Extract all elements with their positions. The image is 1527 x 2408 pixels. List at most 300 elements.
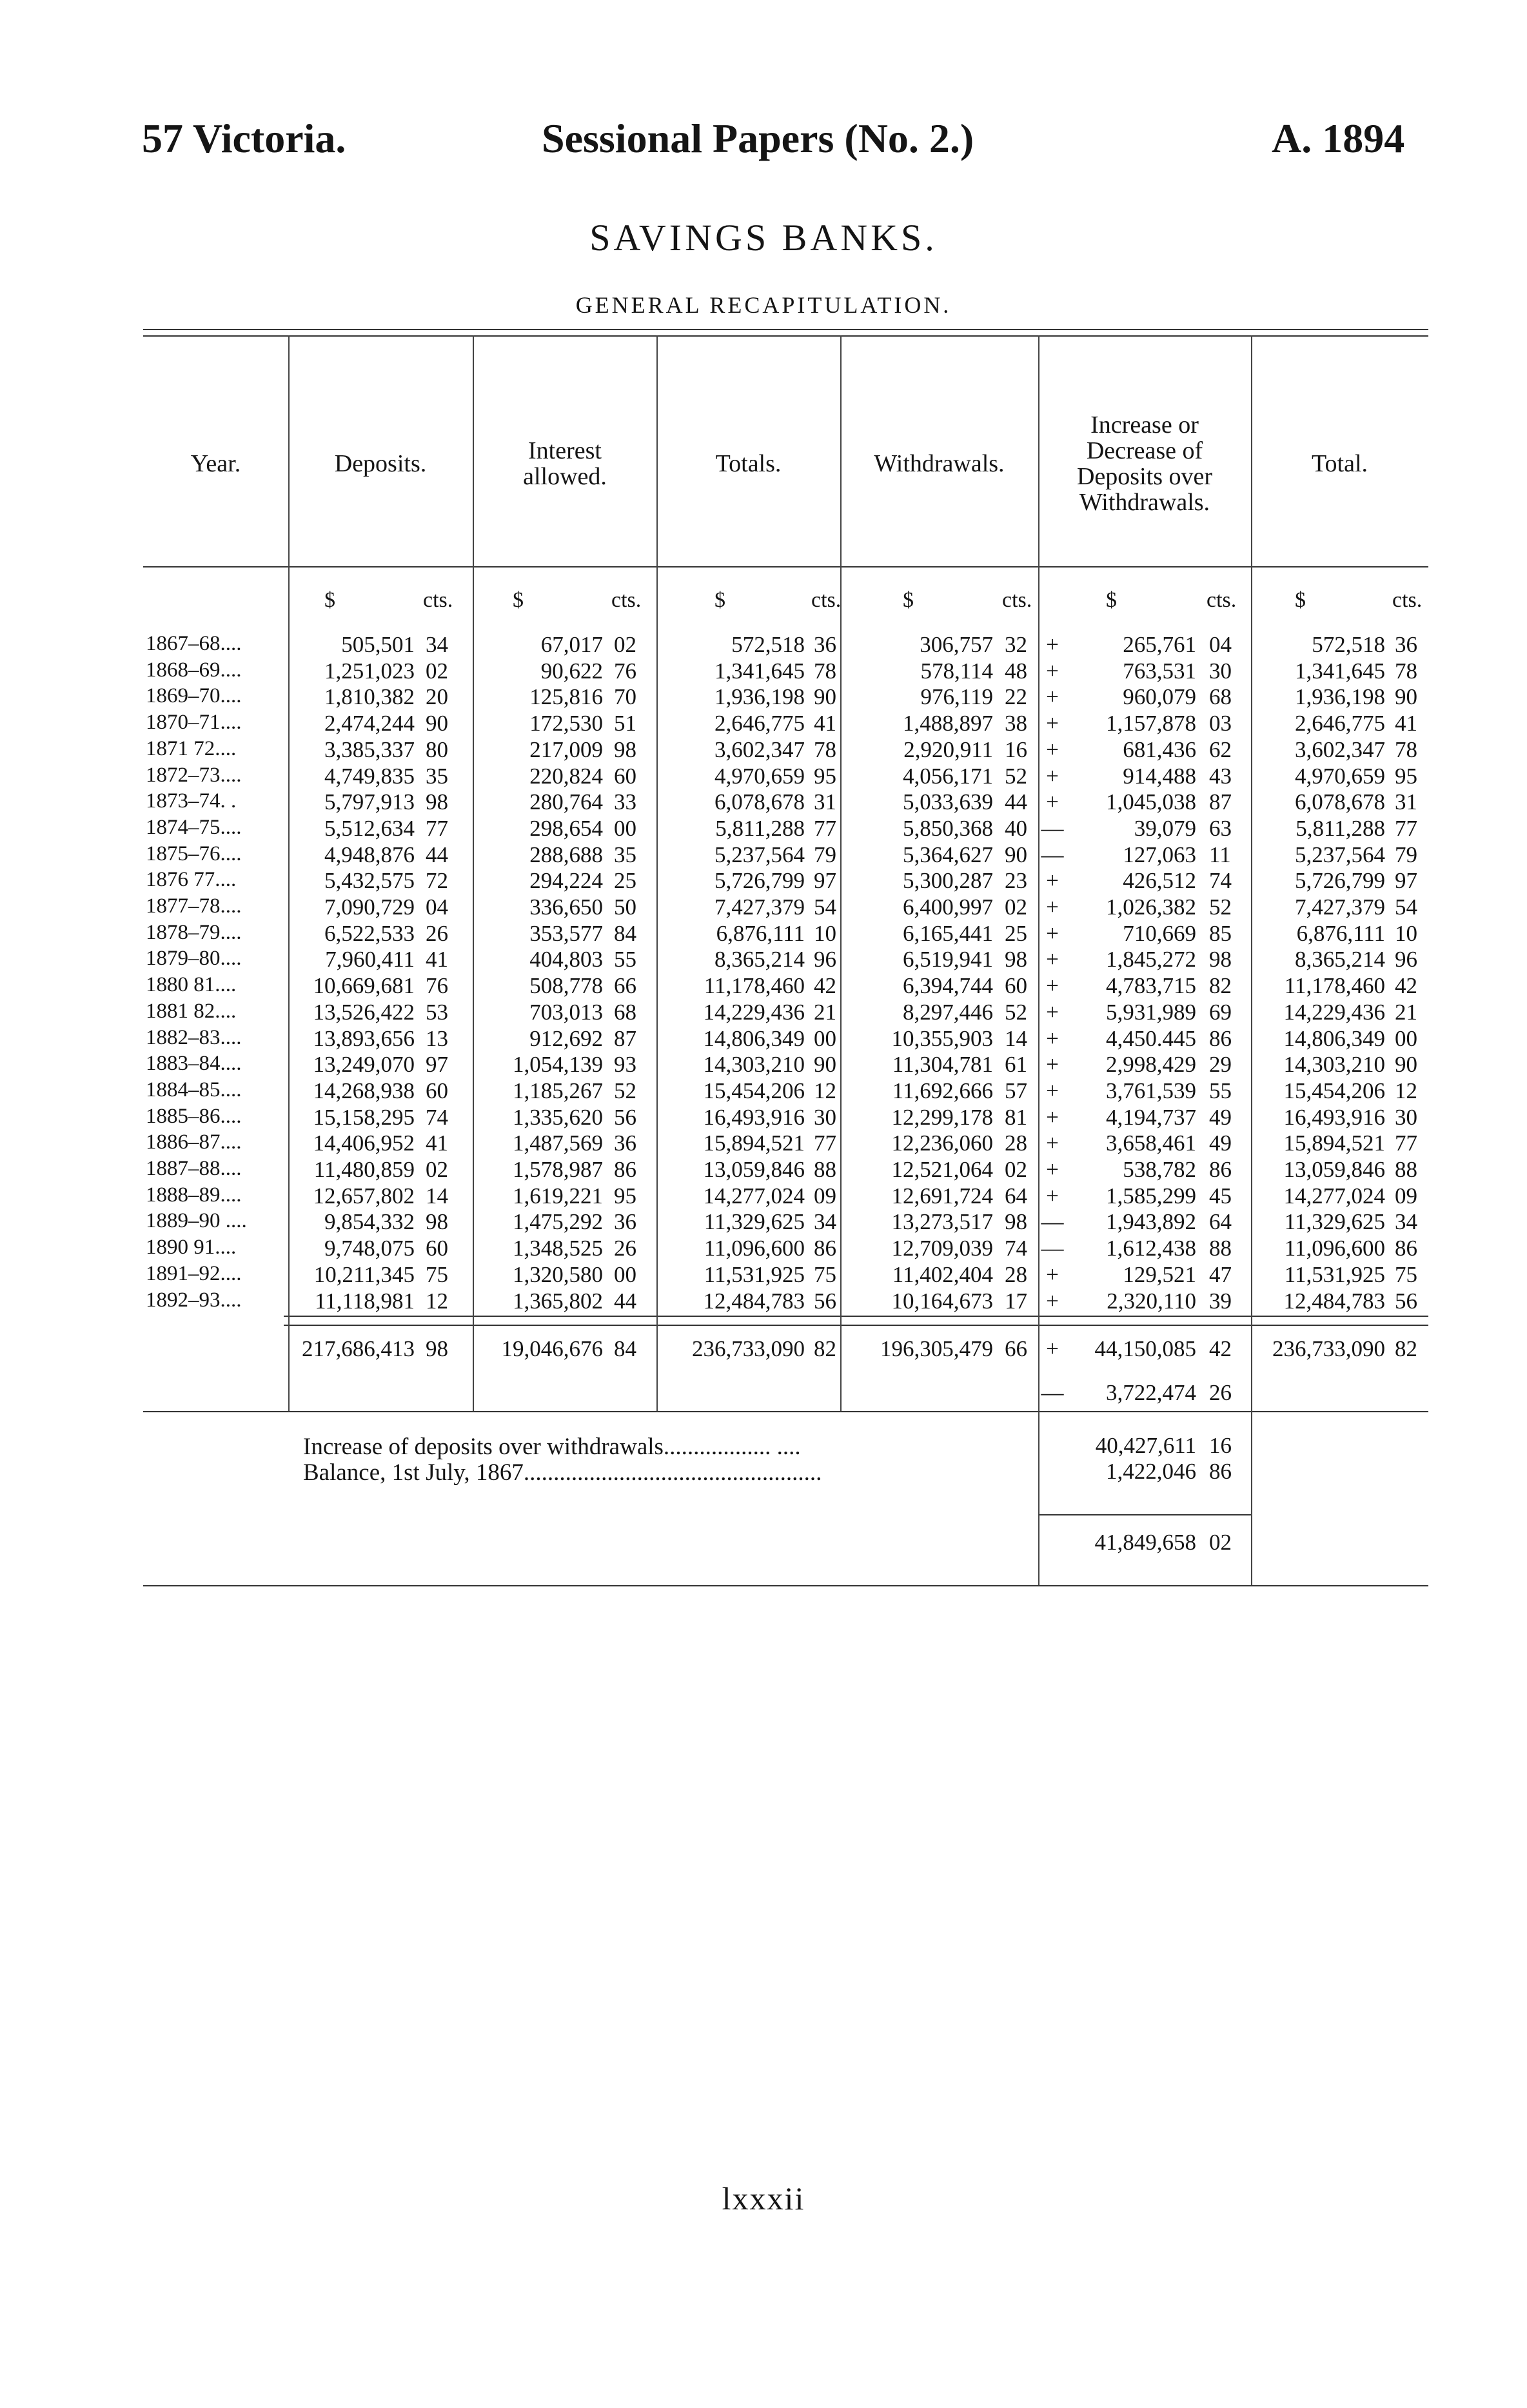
row-withdrawals-dollars: 6,519,941 <box>903 947 993 972</box>
row-change-sign: + <box>1046 1130 1059 1156</box>
row-withdrawals-cents: 98 <box>1005 1209 1027 1234</box>
row-total-cents: 79 <box>1395 842 1417 867</box>
row-totals-dollars: 11,096,600 <box>704 1236 805 1261</box>
row-change-dollars: 1,157,878 <box>1106 711 1196 736</box>
row-totals-dollars: 14,277,024 <box>703 1183 805 1209</box>
row-change-cents: 45 <box>1209 1183 1232 1209</box>
row-year: 1869–70.... <box>146 684 242 707</box>
row-totals-dollars: 15,454,206 <box>703 1078 805 1103</box>
row-deposits-cents: 14 <box>426 1183 448 1209</box>
row-total-cents: 88 <box>1395 1157 1417 1182</box>
row-change-sign: + <box>1046 1078 1059 1103</box>
row-interest-dollars: 1,475,292 <box>513 1209 603 1234</box>
row-totals-cents: 54 <box>814 894 836 920</box>
grand-total-decrease-cents: 26 <box>1209 1380 1232 1405</box>
row-total-dollars: 1,936,198 <box>1295 684 1385 709</box>
row-withdrawals-cents: 02 <box>1005 894 1027 920</box>
row-change-sign: + <box>1046 632 1059 657</box>
row-withdrawals-dollars: 6,165,441 <box>903 921 993 946</box>
row-totals-dollars: 6,078,678 <box>714 789 805 814</box>
row-change-cents: 85 <box>1209 921 1232 946</box>
row-change-dollars: 1,585,299 <box>1106 1183 1196 1209</box>
row-totals-cents: 31 <box>814 789 836 814</box>
row-totals-cents: 79 <box>814 842 836 867</box>
row-interest-cents: 25 <box>614 868 636 893</box>
grand-total-total: 236,733,090 <box>1272 1336 1385 1361</box>
row-withdrawals-cents: 44 <box>1005 789 1027 814</box>
row-year: 1889–90 .... <box>146 1209 247 1232</box>
row-interest-cents: 36 <box>614 1130 636 1156</box>
row-withdrawals-cents: 14 <box>1005 1026 1027 1051</box>
row-totals-dollars: 11,329,625 <box>704 1209 805 1234</box>
row-deposits-dollars: 10,211,345 <box>313 1262 415 1287</box>
row-total-dollars: 1,341,645 <box>1295 658 1385 684</box>
row-deposits-cents: 02 <box>426 1157 448 1182</box>
row-total-dollars: 11,096,600 <box>1284 1236 1385 1261</box>
row-year: 1886–87.... <box>146 1130 242 1154</box>
row-change-cents: 49 <box>1209 1130 1232 1156</box>
row-deposits-dollars: 505,501 <box>341 632 415 657</box>
summary-sum-rule <box>1038 1514 1251 1515</box>
row-withdrawals-cents: 23 <box>1005 868 1027 893</box>
row-withdrawals-cents: 38 <box>1005 711 1027 736</box>
row-interest-cents: 35 <box>614 842 636 867</box>
row-year: 1873–74. . <box>146 789 237 813</box>
row-interest-dollars: 1,054,139 <box>513 1052 603 1077</box>
row-change-dollars: 960,079 <box>1123 684 1196 709</box>
col-header-deposits: Deposits. <box>334 450 427 478</box>
row-change-cents: 62 <box>1209 737 1232 762</box>
row-change-dollars: 1,045,038 <box>1106 789 1196 814</box>
row-change-sign: + <box>1046 737 1059 762</box>
row-change-dollars: 914,488 <box>1123 764 1196 789</box>
row-interest-cents: 93 <box>614 1052 636 1077</box>
row-withdrawals-dollars: 11,304,781 <box>892 1052 993 1077</box>
row-totals-cents: 88 <box>814 1157 836 1182</box>
row-withdrawals-dollars: 13,273,517 <box>891 1209 993 1234</box>
unit-cents-interest: cts. <box>611 588 642 612</box>
row-change-sign: + <box>1046 1288 1059 1314</box>
row-total-dollars: 3,602,347 <box>1295 737 1385 762</box>
row-interest-dollars: 220,824 <box>529 764 603 789</box>
row-total-dollars: 4,970,659 <box>1295 764 1385 789</box>
row-interest-cents: 87 <box>614 1026 636 1051</box>
row-withdrawals-dollars: 10,355,903 <box>891 1026 993 1051</box>
unit-cents-change: cts. <box>1207 588 1237 612</box>
col-header-interest: Interest allowed. <box>523 437 607 490</box>
row-withdrawals-dollars: 12,691,724 <box>891 1183 993 1209</box>
row-withdrawals-cents: 98 <box>1005 947 1027 972</box>
row-change-cents: 86 <box>1209 1026 1232 1051</box>
row-totals-cents: 77 <box>814 816 836 841</box>
row-year: 1867–68.... <box>146 632 242 655</box>
row-change-dollars: 4,194,737 <box>1106 1105 1196 1130</box>
row-change-cents: 88 <box>1209 1236 1232 1261</box>
row-totals-cents: 90 <box>814 684 836 709</box>
row-change-cents: 64 <box>1209 1209 1232 1234</box>
row-deposits-cents: 44 <box>426 842 448 867</box>
row-totals-cents: 56 <box>814 1288 836 1314</box>
row-interest-cents: 00 <box>614 1262 636 1287</box>
total-rule-upper <box>284 1316 1428 1317</box>
row-change-sign: + <box>1046 764 1059 789</box>
row-change-sign: — <box>1041 816 1064 841</box>
row-change-cents: 87 <box>1209 789 1232 814</box>
row-interest-dollars: 294,224 <box>529 868 603 893</box>
row-total-cents: 96 <box>1395 947 1417 972</box>
row-totals-dollars: 8,365,214 <box>714 947 805 972</box>
row-change-dollars: 1,943,892 <box>1106 1209 1196 1234</box>
unit-cents-total: cts. <box>1392 588 1423 612</box>
row-change-dollars: 4,450.445 <box>1106 1026 1196 1051</box>
row-change-sign: + <box>1046 1105 1059 1130</box>
row-total-cents: 12 <box>1395 1078 1417 1103</box>
row-total-cents: 90 <box>1395 1052 1417 1077</box>
col-header-total: Total. <box>1311 450 1368 478</box>
row-change-dollars: 1,026,382 <box>1106 894 1196 920</box>
row-change-sign: + <box>1046 1183 1059 1209</box>
row-total-cents: 34 <box>1395 1209 1417 1234</box>
row-deposits-dollars: 13,526,422 <box>313 1000 415 1025</box>
row-total-cents: 77 <box>1395 1130 1417 1156</box>
row-interest-dollars: 217,009 <box>529 737 603 762</box>
increase-label: Increase of deposits over withdrawals.................. .... <box>303 1434 801 1460</box>
row-interest-cents: 68 <box>614 1000 636 1025</box>
row-totals-dollars: 5,237,564 <box>714 842 805 867</box>
row-change-sign: + <box>1046 1262 1059 1287</box>
row-interest-cents: 76 <box>614 658 636 684</box>
grand-total-total-cents: 82 <box>1395 1336 1417 1361</box>
row-totals-dollars: 15,894,521 <box>703 1130 805 1156</box>
summary-balance-cents: 86 <box>1209 1459 1232 1484</box>
row-interest-cents: 52 <box>614 1078 636 1103</box>
row-deposits-dollars: 7,960,411 <box>325 947 415 972</box>
row-total-dollars: 16,493,916 <box>1283 1105 1385 1130</box>
unit-cents-withdrawals: cts. <box>1002 588 1032 612</box>
row-year: 1875–76.... <box>146 842 242 865</box>
row-interest-cents: 98 <box>614 737 636 762</box>
row-interest-dollars: 1,320,580 <box>513 1262 603 1287</box>
row-deposits-dollars: 7,090,729 <box>324 894 415 920</box>
row-withdrawals-cents: 28 <box>1005 1130 1027 1156</box>
row-interest-dollars: 353,577 <box>529 921 603 946</box>
row-interest-dollars: 288,688 <box>529 842 603 867</box>
row-change-sign: — <box>1041 842 1064 867</box>
row-total-cents: 10 <box>1395 921 1417 946</box>
row-totals-dollars: 14,229,436 <box>703 1000 805 1025</box>
row-total-cents: 21 <box>1395 1000 1417 1025</box>
row-total-dollars: 14,277,024 <box>1283 1183 1385 1209</box>
total-rule-lower <box>284 1325 1428 1326</box>
row-totals-dollars: 7,427,379 <box>714 894 805 920</box>
header-sessional-papers: Sessional Papers (No. 2.) <box>542 115 974 161</box>
balance-label: Balance, 1st July, 1867.................................................. <box>303 1459 822 1486</box>
row-interest-dollars: 336,650 <box>529 894 603 920</box>
row-change-cents: 47 <box>1209 1262 1232 1287</box>
row-year: 1885–86.... <box>146 1105 242 1128</box>
row-change-sign: + <box>1046 973 1059 998</box>
row-year: 1881 82.... <box>146 1000 237 1023</box>
row-change-sign: + <box>1046 947 1059 972</box>
row-deposits-dollars: 5,512,634 <box>324 816 415 841</box>
row-total-dollars: 6,078,678 <box>1295 789 1385 814</box>
row-change-sign: + <box>1046 894 1059 920</box>
row-change-sign: + <box>1046 1026 1059 1051</box>
row-total-dollars: 2,646,775 <box>1295 711 1385 736</box>
row-totals-cents: 34 <box>814 1209 836 1234</box>
row-change-cents: 82 <box>1209 973 1232 998</box>
row-deposits-dollars: 4,749,835 <box>324 764 415 789</box>
unit-dollar-withdrawals: $ <box>903 588 914 612</box>
row-change-cents: 52 <box>1209 894 1232 920</box>
row-deposits-cents: 74 <box>426 1105 448 1130</box>
row-totals-cents: 36 <box>814 632 836 657</box>
row-withdrawals-cents: 61 <box>1005 1052 1027 1077</box>
row-deposits-dollars: 1,251,023 <box>324 658 415 684</box>
row-deposits-cents: 41 <box>426 1130 448 1156</box>
row-deposits-dollars: 2,474,244 <box>324 711 415 736</box>
row-total-dollars: 8,365,214 <box>1295 947 1385 972</box>
row-interest-cents: 00 <box>614 816 636 841</box>
row-deposits-dollars: 11,480,859 <box>313 1157 415 1182</box>
unit-cents-deposits: cts. <box>423 588 453 612</box>
row-total-cents: 95 <box>1395 764 1417 789</box>
grand-total-deposits-cents: 98 <box>426 1336 448 1361</box>
row-totals-dollars: 11,531,925 <box>704 1262 805 1287</box>
row-withdrawals-cents: 57 <box>1005 1078 1027 1103</box>
row-withdrawals-cents: 25 <box>1005 921 1027 946</box>
grand-total-totals: 236,733,090 <box>692 1336 805 1361</box>
row-withdrawals-dollars: 12,709,039 <box>891 1236 993 1261</box>
row-withdrawals-cents: 28 <box>1005 1262 1027 1287</box>
row-withdrawals-cents: 74 <box>1005 1236 1027 1261</box>
row-change-sign: + <box>1046 789 1059 814</box>
row-year: 1879–80.... <box>146 947 242 970</box>
row-withdrawals-cents: 16 <box>1005 737 1027 762</box>
row-deposits-cents: 75 <box>426 1262 448 1287</box>
header-volume: 57 Victoria. <box>142 115 346 161</box>
row-total-cents: 75 <box>1395 1262 1417 1287</box>
row-totals-dollars: 16,493,916 <box>703 1105 805 1130</box>
row-totals-cents: 12 <box>814 1078 836 1103</box>
row-total-dollars: 5,811,288 <box>1295 816 1385 841</box>
row-interest-dollars: 125,816 <box>529 684 603 709</box>
row-withdrawals-dollars: 4,056,171 <box>903 764 993 789</box>
row-withdrawals-dollars: 5,850,368 <box>903 816 993 841</box>
row-deposits-dollars: 4,948,876 <box>324 842 415 867</box>
row-interest-dollars: 404,803 <box>529 947 603 972</box>
row-withdrawals-dollars: 578,114 <box>920 658 993 684</box>
row-totals-cents: 77 <box>814 1130 836 1156</box>
row-year: 1872–73.... <box>146 764 242 787</box>
row-change-cents: 63 <box>1209 816 1232 841</box>
row-deposits-dollars: 9,748,075 <box>324 1236 415 1261</box>
row-total-dollars: 7,427,379 <box>1295 894 1385 920</box>
row-interest-cents: 44 <box>614 1288 636 1314</box>
row-interest-cents: 56 <box>614 1105 636 1130</box>
row-totals-cents: 41 <box>814 711 836 736</box>
row-year: 1882–83.... <box>146 1026 242 1049</box>
row-change-dollars: 426,512 <box>1123 868 1196 893</box>
row-totals-dollars: 12,484,783 <box>703 1288 805 1314</box>
row-deposits-dollars: 14,268,938 <box>313 1078 415 1103</box>
row-year: 1888–89.... <box>146 1183 242 1207</box>
row-deposits-dollars: 13,893,656 <box>313 1026 415 1051</box>
col-header-totals: Totals. <box>715 450 782 478</box>
row-interest-dollars: 172,530 <box>529 711 603 736</box>
row-interest-cents: 50 <box>614 894 636 920</box>
row-change-sign: + <box>1046 1052 1059 1077</box>
row-year: 1892–93.... <box>146 1288 242 1312</box>
row-withdrawals-dollars: 6,400,997 <box>903 894 993 920</box>
row-change-dollars: 265,761 <box>1123 632 1196 657</box>
row-deposits-dollars: 14,406,952 <box>313 1130 415 1156</box>
grand-total-increase-cents: 42 <box>1209 1336 1232 1361</box>
row-totals-cents: 97 <box>814 868 836 893</box>
row-deposits-dollars: 3,385,337 <box>324 737 415 762</box>
row-change-sign: + <box>1046 921 1059 946</box>
row-total-cents: 90 <box>1395 684 1417 709</box>
row-withdrawals-cents: 52 <box>1005 1000 1027 1025</box>
grand-total-withdrawals-cents: 66 <box>1005 1336 1027 1361</box>
row-change-sign: + <box>1046 1000 1059 1025</box>
row-interest-cents: 60 <box>614 764 636 789</box>
summary-final-value: 41,849,658 <box>1094 1530 1196 1555</box>
row-total-cents: 56 <box>1395 1288 1417 1314</box>
row-interest-cents: 26 <box>614 1236 636 1261</box>
row-deposits-cents: 80 <box>426 737 448 762</box>
row-withdrawals-dollars: 5,033,639 <box>903 789 993 814</box>
row-deposits-cents: 98 <box>426 1209 448 1234</box>
row-withdrawals-dollars: 6,394,744 <box>903 973 993 998</box>
row-interest-dollars: 1,185,267 <box>513 1078 603 1103</box>
row-total-dollars: 15,454,206 <box>1283 1078 1385 1103</box>
row-deposits-dollars: 15,158,295 <box>313 1105 415 1130</box>
row-withdrawals-cents: 17 <box>1005 1288 1027 1314</box>
row-change-dollars: 3,658,461 <box>1106 1130 1196 1156</box>
summary-balance-value: 1,422,046 <box>1106 1459 1196 1484</box>
row-year: 1890 91.... <box>146 1236 237 1259</box>
row-change-dollars: 39,079 <box>1134 816 1196 841</box>
row-change-sign: + <box>1046 1157 1059 1182</box>
row-total-cents: 31 <box>1395 789 1417 814</box>
row-deposits-cents: 76 <box>426 973 448 998</box>
row-withdrawals-dollars: 12,521,064 <box>891 1157 993 1182</box>
row-interest-dollars: 90,622 <box>540 658 603 684</box>
row-interest-dollars: 912,692 <box>529 1026 603 1051</box>
row-totals-dollars: 3,602,347 <box>714 737 805 762</box>
row-total-dollars: 14,229,436 <box>1283 1000 1385 1025</box>
row-interest-cents: 95 <box>614 1183 636 1209</box>
col-header-year: Year. <box>190 450 241 478</box>
row-totals-dollars: 5,811,288 <box>715 816 805 841</box>
unit-dollar-totals: $ <box>714 588 725 612</box>
row-year: 1877–78.... <box>146 894 242 918</box>
table-top-rule-second <box>143 335 1428 337</box>
grand-total-plus-sign: + <box>1046 1336 1059 1361</box>
row-deposits-dollars: 13,249,070 <box>313 1052 415 1077</box>
row-withdrawals-dollars: 5,364,627 <box>903 842 993 867</box>
unit-cents-totals: cts. <box>811 588 842 612</box>
row-totals-dollars: 5,726,799 <box>714 868 805 893</box>
col-header-withdrawals: Withdrawals. <box>874 450 1005 478</box>
row-change-dollars: 538,782 <box>1123 1157 1196 1182</box>
row-total-cents: 97 <box>1395 868 1417 893</box>
row-interest-dollars: 1,348,525 <box>513 1236 603 1261</box>
row-year: 1870–71.... <box>146 711 242 734</box>
row-withdrawals-cents: 22 <box>1005 684 1027 709</box>
row-totals-dollars: 6,876,111 <box>716 921 805 946</box>
page-number: lxxxii <box>722 2180 805 2216</box>
row-totals-cents: 10 <box>814 921 836 946</box>
page-title: SAVINGS BANKS. <box>589 217 938 259</box>
unit-dollar-interest: $ <box>513 588 524 612</box>
row-totals-cents: 75 <box>814 1262 836 1287</box>
grand-total-increase: 44,150,085 <box>1094 1336 1196 1361</box>
row-change-cents: 49 <box>1209 1105 1232 1130</box>
row-interest-cents: 02 <box>614 632 636 657</box>
row-totals-dollars: 13,059,846 <box>703 1157 805 1182</box>
row-total-dollars: 6,876,111 <box>1296 921 1385 946</box>
row-deposits-cents: 02 <box>426 658 448 684</box>
row-totals-dollars: 572,518 <box>731 632 805 657</box>
row-interest-cents: 86 <box>614 1157 636 1182</box>
row-withdrawals-cents: 40 <box>1005 816 1027 841</box>
row-totals-cents: 00 <box>814 1026 836 1051</box>
row-change-cents: 69 <box>1209 1000 1232 1025</box>
row-interest-dollars: 1,487,569 <box>513 1130 603 1156</box>
row-total-dollars: 13,059,846 <box>1283 1157 1385 1182</box>
row-withdrawals-cents: 90 <box>1005 842 1027 867</box>
grand-total-deposits: 217,686,413 <box>302 1336 415 1361</box>
row-interest-dollars: 298,654 <box>529 816 603 841</box>
row-withdrawals-dollars: 976,119 <box>920 684 993 709</box>
row-total-dollars: 15,894,521 <box>1283 1130 1385 1156</box>
row-change-cents: 11 <box>1209 842 1231 867</box>
grand-total-withdrawals: 196,305,479 <box>880 1336 993 1361</box>
row-interest-dollars: 280,764 <box>529 789 603 814</box>
row-withdrawals-dollars: 8,297,446 <box>903 1000 993 1025</box>
row-change-cents: 68 <box>1209 684 1232 709</box>
row-deposits-dollars: 10,669,681 <box>313 973 415 998</box>
row-total-dollars: 11,329,625 <box>1284 1209 1385 1234</box>
row-totals-cents: 78 <box>814 658 836 684</box>
row-change-cents: 55 <box>1209 1078 1232 1103</box>
row-change-dollars: 129,521 <box>1123 1262 1196 1287</box>
row-deposits-cents: 72 <box>426 868 448 893</box>
row-deposits-cents: 04 <box>426 894 448 920</box>
row-change-dollars: 5,931,989 <box>1106 1000 1196 1025</box>
row-deposits-cents: 53 <box>426 1000 448 1025</box>
row-change-cents: 39 <box>1209 1288 1232 1314</box>
row-total-dollars: 11,531,925 <box>1284 1262 1385 1287</box>
row-deposits-cents: 90 <box>426 711 448 736</box>
row-interest-dollars: 67,017 <box>540 632 603 657</box>
row-withdrawals-dollars: 11,692,666 <box>892 1078 993 1103</box>
row-totals-cents: 42 <box>814 973 836 998</box>
row-change-sign: + <box>1046 658 1059 684</box>
row-withdrawals-dollars: 11,402,404 <box>892 1262 993 1287</box>
row-deposits-cents: 98 <box>426 789 448 814</box>
row-total-dollars: 14,303,210 <box>1283 1052 1385 1077</box>
row-total-cents: 77 <box>1395 816 1417 841</box>
row-interest-dollars: 1,578,987 <box>513 1157 603 1182</box>
row-withdrawals-cents: 32 <box>1005 632 1027 657</box>
row-change-cents: 74 <box>1209 868 1232 893</box>
row-total-dollars: 5,726,799 <box>1295 868 1385 893</box>
row-totals-dollars: 4,970,659 <box>714 764 805 789</box>
row-totals-cents: 21 <box>814 1000 836 1025</box>
